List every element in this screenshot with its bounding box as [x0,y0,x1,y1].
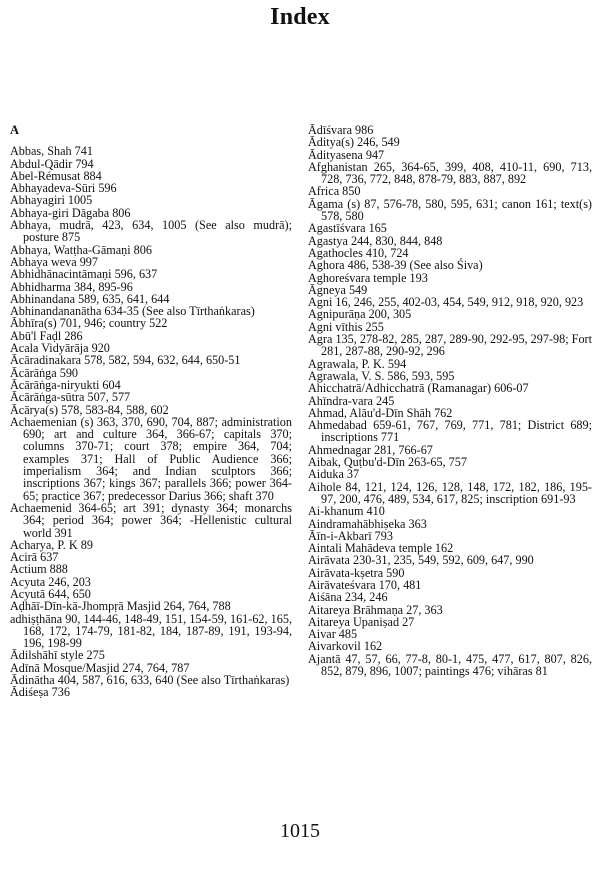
index-entry: Achaemenid 364-65; art 391; dynasty 364; monarchs 364; period 364; power 364; -Hellenistic cultural world 391 [10,500,292,540]
index-entry: Āīn-i-Akbarī 793 [308,528,393,543]
index-entry: Abel-Rémusat 884 [10,168,102,183]
index-entry: Ādilshāhī style 275 [10,648,105,663]
index-entry: Acyutā 644, 650 [10,586,91,601]
index-entry: Abhaya-giri Dāgaba 806 [10,205,131,220]
index-entry: Agra 135, 278-82, 285, 287, 289-90, 292-95, 297-98; Fort 281, 287-88, 290-92, 296 [308,332,592,359]
index-entry: Abhinandananātha 634-35 (See also Tīrthaṅkaras) [10,304,255,319]
index-entry: Ajantā 47, 57, 66, 77-8, 80-1, 475, 477, 617, 807, 826, 852, 879, 896, 1007; paintings 476; vihāras 81 [308,651,592,679]
index-entry: Abbas, Shah 741 [10,144,93,159]
page-title: Index [270,4,330,30]
index-entry: Abhidhānacintāmaṇi 596, 637 [10,267,158,282]
index-entry: Abhayadeva-Sūri 596 [10,181,117,196]
index-entry: Ādityasena 947 [308,147,385,162]
index-entry: adhiṣṭhāna 90, 144-46, 148-49, 151, 154-59, 161-62, 165, 168, 172, 174-79, 181-82, 184, 187-89, 191, 193-94, 196, 198-99 [10,611,292,651]
index-entry: Agrawala, V. S. 586, 593, 595 [308,368,455,383]
index-entry: Agastīśvara 165 [308,221,387,236]
index-entry: Africa 850 [308,184,361,199]
index-entry: Actium 888 [10,562,68,577]
index-entry: Abhaya, mudrā, 423, 634, 1005 (See also mudrā); posture 875 [10,218,292,245]
index-entry: Aivarkovil 162 [308,639,383,654]
index-entry: Adīnā Mosque/Masjid 274, 764, 787 [10,660,190,675]
index-entry: Aivar 485 [308,627,358,642]
index-entry: Agathocles 410, 724 [308,245,409,260]
index-column-left [10,124,292,699]
index-entry: Ācāradinakara 578, 582, 594, 632, 644, 650-51 [10,353,241,368]
index-entry: Abdul-Qādir 794 [10,156,94,171]
index-entry: Aihole 84, 121, 124, 126, 128, 148, 172, 182, 186, 195-97, 200, 476, 489, 534, 617, 825; inscription 691-93 [308,479,592,506]
index-entry: Aintali Mahādeva temple 162 [308,541,454,556]
index-entry: Acirā 637 [10,550,59,565]
index-entry: Aiśāna 234, 246 [308,590,388,605]
index-entry: Abhaya, Watṭha-Gāmaṇi 806 [10,242,152,257]
index-entry: Achaemenian (s) 363, 370, 690, 704, 887; administration 690; art and culture 364, 366-67; capitals 370; columns 370-71; court 378; empire 364, 704; examples 371; Hall of Public Audience 366; imperialism 364; and Indian sculptors 366; inscriptions 367; kings 367; parallels 366; power 364-65; practice 367; predecessor Darius 366; shaft 370 [10,414,292,503]
index-entry: Ahmednagar 281, 766-67 [308,442,433,457]
index-entry: Ai-khanum 410 [308,504,385,519]
index-entry: Afghanistan 265, 364-65, 399, 408, 410-11, 690, 713, 728, 736, 772, 848, 878-79, 883, 887, 892 [308,159,592,187]
page-number: 1015 [280,820,320,842]
index-letter-heading: A [10,123,20,137]
index-entry: Agastya 244, 830, 844, 848 [308,233,443,248]
index-entry: Abhaya weva 997 [10,254,98,269]
index-entry: Ādinātha 404, 587, 616, 633, 640 (See also Tīrthaṅkaras) [10,673,290,688]
index-column-right [308,124,592,677]
index-entry: Ābhīra(s) 701, 946; country 522 [10,316,168,331]
index-entry: Ācārāṅga-sūtra 507, 577 [10,390,131,405]
index-entry: Ahmad, Alāu'd-Dīn Shāh 762 [308,405,453,420]
index-entry: Ācārya(s) 578, 583-84, 588, 602 [10,402,169,417]
index-entry: Aibak, Quṭbu'd-Dīn 263-65, 757 [308,455,467,470]
index-entry: Aitareya Brāhmaṇa 27, 363 [308,602,443,617]
index-entry: Āgama (s) 87, 576-78, 580, 595, 631; canon 161; text(s) 578, 580 [308,196,592,224]
index-entry: Aghoreśvara temple 193 [308,270,428,285]
index-entry: Airāvata 230-31, 235, 549, 592, 609, 647, 990 [308,553,534,568]
index-entry: Ahicchatrā/Adhicchatrā (Ramanagar) 606-07 [308,381,529,396]
index-entry: Agrawala, P. K. 594 [308,356,407,371]
index-entry: Aḍhāī-Dīn-kā-Jhompṛā Masjid 264, 764, 788 [10,599,231,614]
index-entry: Abū'l Faḍl 286 [10,328,83,343]
index-entry: Ādīśvara 986 [308,123,374,137]
index-entry: Aiduka 37 [308,467,360,482]
index-entry: Abhinandana 589, 635, 641, 644 [10,291,170,306]
index-entry: Agnipurāṇa 200, 305 [308,307,412,322]
index-entry-list [308,124,592,677]
index-entry: Ācārāṅga-niryukti 604 [10,377,121,392]
index-entry: Abhidharma 384, 895-96 [10,279,133,294]
index-entry: Ahmedabad 659-61, 767, 769, 771, 781; District 689; inscriptions 771 [308,418,592,445]
index-entry: Aitareya Upaniṣad 27 [308,614,415,629]
index-entry: Āditya(s) 246, 549 [308,135,400,150]
index-entry: Ādiśeṣa 736 [10,685,70,700]
index-entry: Aghora 486, 538-39 (See also Śiva) [308,258,483,273]
index-entry: Airāvateśvara 170, 481 [308,577,422,592]
index-entry: Aindramahābhiṣeka 363 [308,516,427,531]
index-entry: Airāvata-kṣetra 590 [308,565,405,580]
index-entry: Abhayagiri 1005 [10,193,93,208]
index-entry: Agni 16, 246, 255, 402-03, 454, 549, 912, 918, 920, 923 [308,295,584,310]
index-entry: Agni vīthis 255 [308,319,384,334]
index-entry: Ācārāṅga 590 [10,365,79,380]
index-entry: Ahīndra-vara 245 [308,393,395,408]
index-entry: Āgneya 549 [308,282,368,297]
index-entry: Acyuta 246, 203 [10,574,91,589]
index-entry-list [10,145,292,698]
index-entry: Acala Vidyārāja 920 [10,341,110,356]
index-entry: Acharya, P. K 89 [10,537,93,552]
